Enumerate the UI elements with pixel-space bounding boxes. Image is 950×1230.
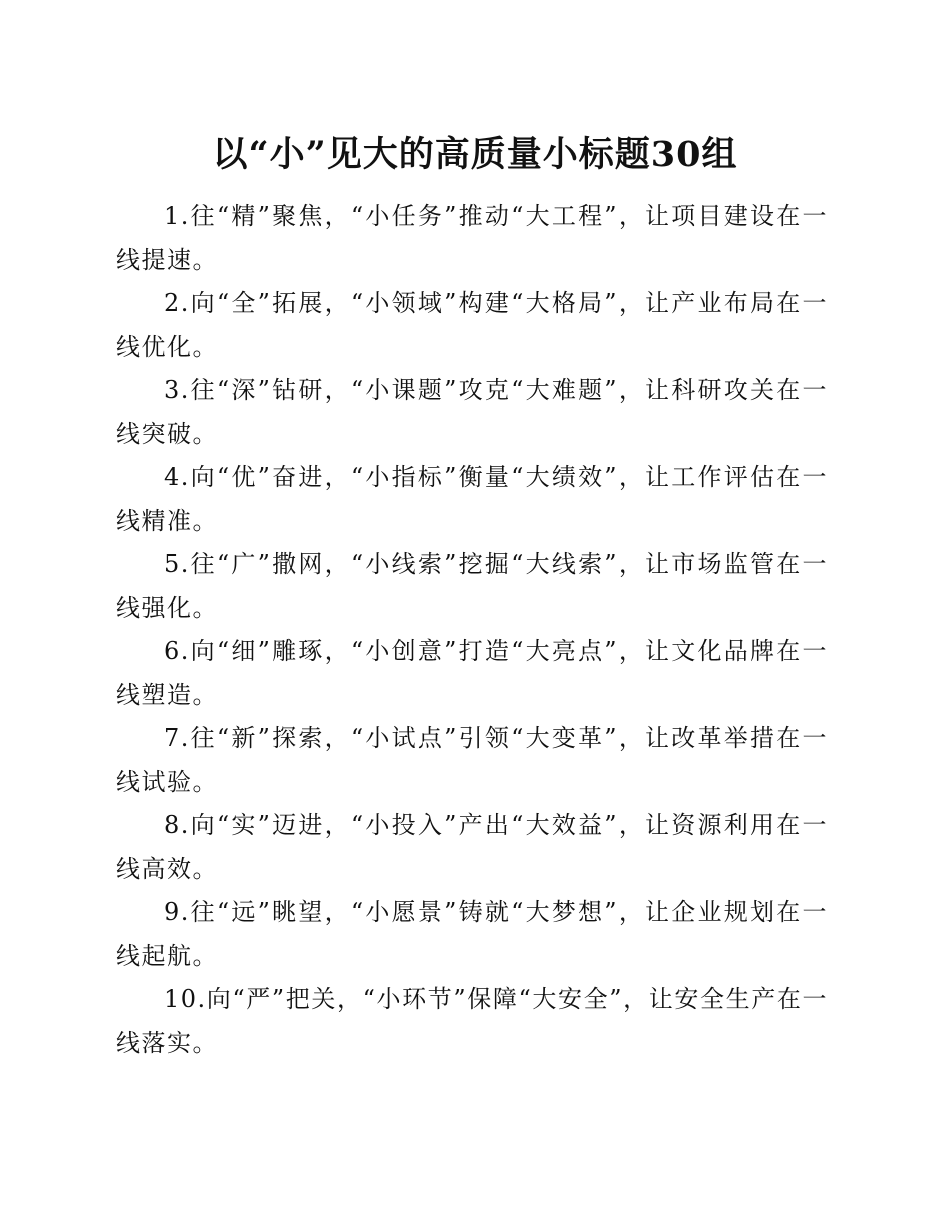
list-item: 9.往“远”眺望，“小愿景”铸就“大梦想”，让企业规划在一线起航。	[116, 898, 828, 970]
list-item: 5.往“广”撒网，“小线索”挖掘“大线索”，让市场监管在一线强化。	[116, 550, 828, 622]
list-item: 8.向“实”迈进，“小投入”产出“大效益”，让资源利用在一线高效。	[116, 811, 828, 883]
list-item: 4.向“优”奋进，“小指标”衡量“大绩效”，让工作评估在一线精准。	[116, 463, 828, 535]
document-title: 以“小”见大的高质量小标题30组	[212, 134, 738, 175]
list-item: 10.向“严”把关，“小环节”保障“大安全”，让安全生产在一线落实。	[116, 985, 828, 1057]
list-item: 7.往“新”探索，“小试点”引领“大变革”，让改革举措在一线试验。	[116, 724, 828, 796]
document-body	[116, 195, 828, 1065]
list-item: 1.往“精”聚焦，“小任务”推动“大工程”，让项目建设在一线提速。	[116, 202, 828, 274]
list-item: 6.向“细”雕琢，“小创意”打造“大亮点”，让文化品牌在一线塑造。	[116, 637, 828, 709]
list-item: 3.往“深”钻研，“小课题”攻克“大难题”，让科研攻关在一线突破。	[116, 376, 828, 448]
list-item: 2.向“全”拓展，“小领域”构建“大格局”，让产业布局在一线优化。	[116, 289, 828, 361]
